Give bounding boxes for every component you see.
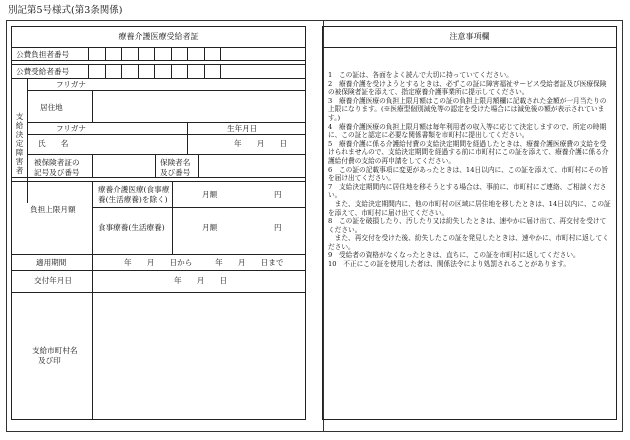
period-value: 年 月 日から 年 月 日まで (124, 258, 284, 267)
rule (12, 78, 305, 79)
card-title: 療養介護医療受給者証 (118, 32, 199, 41)
hihokensha-label-1: 被保険者証の (34, 158, 80, 167)
rule (187, 134, 188, 154)
rule (12, 254, 305, 255)
hokensha-label-2: 及び番号 (160, 168, 191, 177)
rule (12, 270, 305, 271)
note-item: 5 療養介護に係る介護給付費の支給決定期間を経過したときは、療養介護医療費の支給を受けられませんので、支給決定期間を経過する前に市町村にこの証を添えて、療養介護に係る介護給付費の支給の再申請をしてください。 (328, 139, 609, 165)
rule (27, 78, 28, 203)
rule (12, 60, 305, 61)
note-item: 8 この証を破損したり、汚したり又は紛失したときは、速やかに届け出て、再交付を受けてください。 (328, 217, 607, 234)
period-label: 適用期間 (36, 258, 67, 267)
rule (172, 181, 173, 254)
note-item: また、再交付を受けた後、紛失したこの証を発見したときは、速やかに、市町村に返してください。 (328, 234, 609, 251)
yen-2: 円 (274, 223, 282, 232)
kohi-jukyusha-number-cells[interactable] (88, 64, 221, 78)
notes-list (328, 71, 611, 269)
note-item: 7 支給決定期間内に居住地を移そうとする場合は、事前に、市町村にご連絡、ご相談ください。 (328, 182, 607, 200)
furigana-label-name: フリガナ (56, 124, 86, 133)
hihokensha-number-field[interactable] (93, 155, 153, 176)
certificate-card (11, 26, 306, 420)
municipality-label-2: 及び印 (38, 356, 61, 365)
municipality-label-1: 支給市町村名 (32, 346, 78, 355)
rule (187, 122, 188, 134)
note-item: 6 この証の記載事項に変更があったときは、14日以内に、この証を添えて、市町村にその旨を届け出てください。 (328, 165, 609, 183)
kohi-jukyusha-label: 公費受給者番号 (16, 67, 70, 76)
name-field[interactable] (93, 135, 185, 152)
limit-item2: 食事療養(生活療養) (98, 223, 165, 232)
kohi-futansha-label: 公費負担者番号 (16, 50, 70, 59)
hokensha-label-1: 保険者名 (160, 158, 191, 167)
rule (27, 122, 305, 123)
rule (12, 181, 305, 182)
note-item: また、支給決定期間内に、他の市町村の区域に居住地を移したときは、14日以内に、この証を添えて、市町村に届け出てください。 (328, 199, 611, 217)
name-label: 氏 名 (38, 139, 69, 148)
note-item: 10 不正にこの証を使用した者は、関係法令により処罰されることがあります。 (328, 260, 571, 269)
furigana-label: フリガナ (56, 80, 86, 89)
limit-label: 負担上限月額 (30, 205, 76, 214)
issue-date-label: 交付年月日 (34, 276, 72, 285)
rule (92, 181, 93, 254)
address-field[interactable] (93, 91, 305, 121)
birth-date-label: 生年月日 (227, 124, 258, 133)
yen-1: 円 (274, 190, 282, 199)
note-item: 4 療養介護医療の負担上限月額は毎年利用者の収入等に応じて決定しますので、所定の時期に、この証と認定に必要な関係書類を市町村に提出してください。 (328, 122, 607, 140)
note-item: 3 療養介護医療の負担上限月額はこの証の負担上限月額欄に記載された金額が一月当たりの上限になります。(※医療型個別減免等の認定を受けた場合には減免後の額が表示されています。) (328, 96, 607, 122)
monthly-label-2: 月額 (202, 223, 218, 232)
note-item: 2 療養介護を受けようとするときは、必ずこの証に障害福祉サービス受給者証及び医療保険の被保険者証を添えて、指定療養介護事業所に提示してください。 (328, 79, 607, 97)
address-label: 居住地 (40, 103, 63, 112)
issue-date-value: 年 月 日 (174, 276, 228, 285)
note-item: 1 この証は、各面をよく読んで大切に持っていてください。 (328, 71, 513, 79)
note-item: 9 受給者の資格がなくなったときは、直ちに、この証を市町村に返してください。 (328, 251, 580, 260)
rule (92, 254, 93, 292)
hokensha-field[interactable] (199, 155, 305, 176)
rule (92, 207, 305, 208)
hihokensha-label-2: 記号及び番号 (34, 168, 80, 177)
rule (155, 154, 156, 177)
birth-date-value: 年 月 日 (234, 139, 288, 148)
kohi-futansha-number-cells[interactable] (88, 47, 221, 60)
notes-card (322, 26, 617, 420)
section-label-vertical: 支給決定障害者 (15, 112, 24, 175)
limit-item1-line1: 療養介護医療(食事療 (98, 185, 170, 194)
rule (12, 177, 305, 178)
notes-title: 注意事項欄 (323, 27, 616, 48)
form-caption: 別記第5号様式(第3条関係) (8, 5, 123, 16)
limit-item1-line2: 養(生活療養)を除く) (98, 195, 168, 204)
monthly-label-1: 月額 (202, 190, 218, 199)
municipality-seal-area[interactable] (93, 293, 305, 419)
